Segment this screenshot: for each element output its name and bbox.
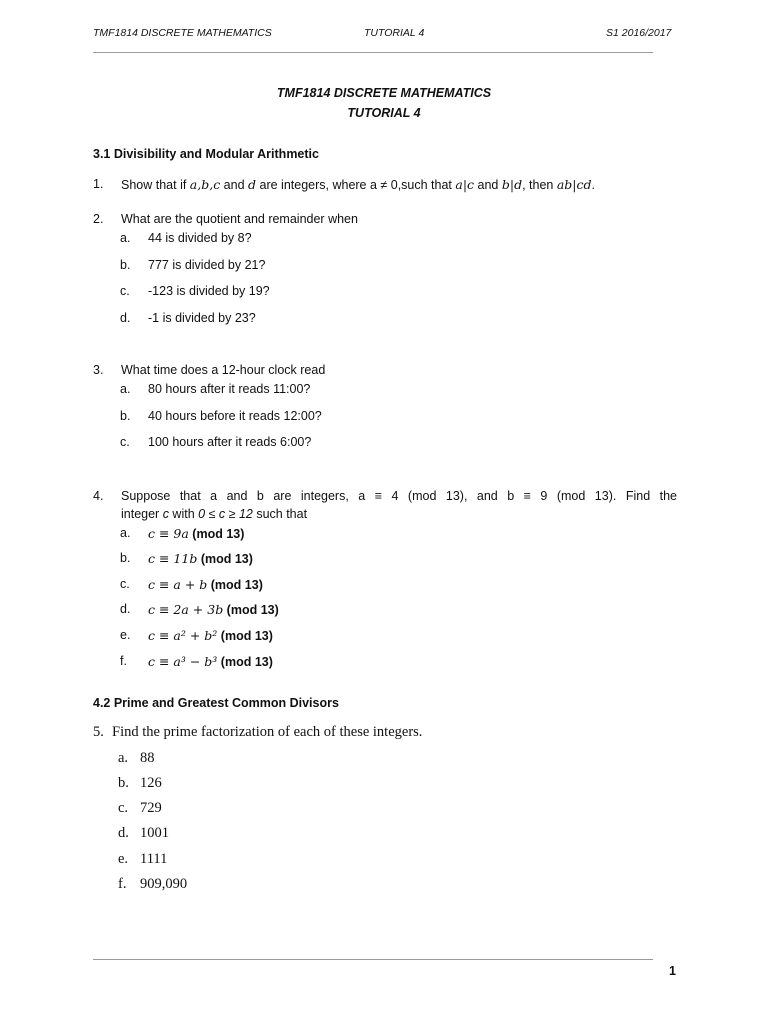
question-2-text: What are the quotient and remainder when [121, 212, 358, 226]
question-number: 1. [93, 177, 104, 191]
congruence-expr: c ≡ a³ − b³ [148, 654, 218, 669]
list-item-label: e. [120, 628, 131, 642]
q4-math: c [162, 507, 169, 521]
page-subtitle: TUTORIAL 4 [347, 106, 421, 120]
list-item: 40 hours before it reads 12:00? [148, 409, 322, 423]
list-item-label: e. [118, 851, 129, 867]
congruence-expr: c ≡ 11b [148, 551, 198, 566]
list-item-label: a. [118, 750, 129, 766]
question-number: 3. [93, 363, 104, 377]
q4-part: with [168, 507, 199, 521]
list-item: 729 [140, 800, 162, 816]
list-item [148, 577, 263, 592]
list-item-label: c. [120, 435, 130, 449]
modulus: (mod 13) [197, 552, 253, 566]
list-item-label: d. [120, 602, 131, 616]
list-item: 1111 [140, 851, 168, 867]
question-4-line-2 [121, 507, 307, 521]
footer-rule [93, 959, 653, 960]
list-item: 126 [140, 775, 162, 791]
list-item-label: f. [120, 654, 127, 668]
question-5-text: Find the prime factorization of each of these integers. [112, 724, 423, 740]
q1-part: . [591, 178, 595, 192]
congruence-expr: c ≡ 9a [148, 526, 189, 541]
list-item: 909,090 [140, 876, 188, 892]
q1-part: and [220, 178, 249, 192]
header-rule [93, 52, 653, 53]
list-item [148, 654, 273, 669]
modulus: (mod 13) [207, 578, 263, 592]
q4-part: integer [121, 507, 163, 521]
modulus: (mod 13) [188, 527, 245, 541]
list-item-label: c. [118, 800, 129, 816]
list-item-label: b. [118, 775, 129, 791]
list-item: 80 hours after it reads 11:00? [148, 382, 311, 396]
section-heading-primes: 4.2 Prime and Greatest Common Divisors [93, 696, 339, 710]
q1-math: ab|cd [556, 177, 592, 192]
list-item-label: c. [120, 284, 130, 298]
list-item-label: b. [120, 551, 131, 565]
question-number: 5. [93, 724, 104, 740]
list-item [148, 602, 279, 617]
section-heading-divisibility: 3.1 Divisibility and Modular Arithmetic [93, 147, 319, 161]
q1-math: d [248, 177, 257, 192]
list-item: 777 is divided by 21? [148, 258, 266, 272]
page-title: TMF1814 DISCRETE MATHEMATICS [276, 86, 492, 100]
question-number: 2. [93, 212, 104, 226]
modulus: (mod 13) [223, 603, 279, 617]
header-course: TMF1814 DISCRETE MATHEMATICS [93, 27, 272, 39]
list-item-label: d. [118, 825, 129, 841]
list-item: 1001 [140, 825, 169, 841]
congruence-expr: c ≡ 2a + 3b [148, 602, 224, 617]
list-item: 44 is divided by 8? [148, 231, 252, 245]
q4-part: such that [252, 507, 308, 521]
list-item: 100 hours after it reads 6:00? [148, 435, 312, 449]
modulus: (mod 13) [217, 629, 273, 643]
list-item: 88 [140, 750, 155, 766]
list-item [148, 628, 273, 643]
list-item-label: a. [120, 526, 131, 540]
q1-part: , then [522, 178, 557, 192]
question-4-line-1: Suppose that a and b are integers, a ≡ 4 (mod 13), and b ≡ 9 (mod 13). Find the [121, 489, 677, 503]
header-semester: S1 2016/2017 [606, 27, 672, 39]
q1-part: and [474, 178, 502, 192]
list-item-label: b. [120, 409, 131, 423]
list-item: -123 is divided by 19? [148, 284, 270, 298]
list-item-label: b. [120, 258, 131, 272]
list-item [148, 551, 253, 566]
list-item-label: a. [120, 382, 131, 396]
modulus: (mod 13) [217, 655, 273, 669]
q4-range: 0 ≤ c ≥ 12 [198, 507, 253, 521]
question-3-text: What time does a 12-hour clock read [121, 363, 326, 377]
question-1-text [121, 177, 595, 192]
page-number: 1 [669, 964, 676, 978]
congruence-expr: c ≡ a² + b² [148, 628, 218, 643]
q1-math: a,b,c [189, 177, 221, 192]
list-item [148, 526, 244, 541]
question-number: 4. [93, 489, 104, 503]
list-item-label: f. [118, 876, 127, 892]
list-item-label: a. [120, 231, 131, 245]
list-item: -1 is divided by 23? [148, 311, 256, 325]
q1-math: b|d [501, 177, 523, 192]
header-tutorial: TUTORIAL 4 [364, 27, 425, 39]
q1-math: a|c [455, 177, 475, 192]
list-item-label: d. [120, 311, 131, 325]
q1-part: Show that if [121, 178, 190, 192]
list-item-label: c. [120, 577, 130, 591]
congruence-expr: c ≡ a + b [148, 577, 208, 592]
q1-part: are integers, where a ≠ 0,such that [256, 178, 456, 192]
